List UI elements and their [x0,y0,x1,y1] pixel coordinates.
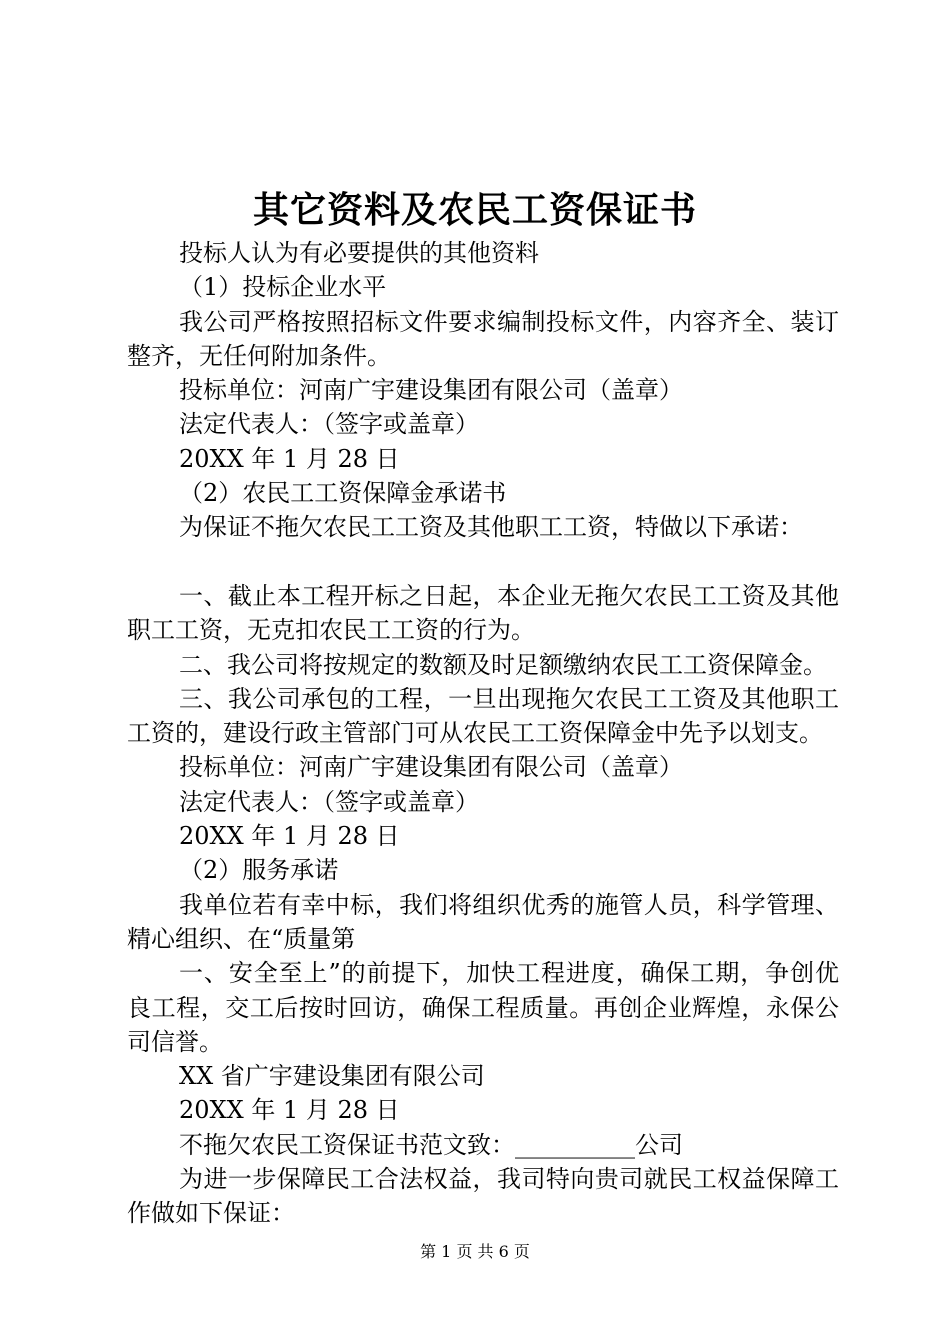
paragraph: 投标单位：河南广宇建设集团有限公司（盖章） [179,376,683,405]
paragraph: 法定代表人：（签字或盖章） [179,410,479,439]
paragraph: 法定代表人：（签字或盖章） [179,787,479,816]
paragraph: 为保证不拖欠农民工工资及其他职工工资，特做以下承诺： [179,513,803,542]
paragraph: 二、我公司将按规定的数额及时足额缴纳农民工工资保障金。 [179,650,827,679]
blank-paragraph [127,545,839,579]
paragraph: （2）农民工工资保障金承诺书 [179,479,507,508]
paragraph: 20XX 年 1 月 28 日 [179,822,400,851]
recipient-blank: __________ [515,1130,635,1159]
paragraph: 投标单位：河南广宇建设集团有限公司（盖章） [179,753,683,782]
paragraph: 20XX 年 1 月 28 日 [179,1096,400,1125]
document-body [127,236,839,1231]
paragraph: 一、截止本工程开标之日起，本企业无拖欠农民工工资及其他职工工资，无克扣农民工工资的行为。 [127,581,839,645]
document-title: 其它资料及农民工资保证书 [252,189,697,231]
recipient-suffix: 公司 [635,1130,683,1159]
paragraph: 三、我公司承包的工程，一旦出现拖欠农民工工资及其他职工工资的，建设行政主管部门可从农民工工资保障金中先予以划支。 [127,684,839,748]
paragraph: XX 省广宇建设集团有限公司 [179,1062,485,1091]
paragraph: （1）投标企业水平 [179,273,387,302]
paragraph: 一、安全至上”的前提下，加快工程进度，确保工期，争创优良工程，交工后按时回访，确保工程质量。再创企业辉煌，永保公司信誉。 [127,959,839,1056]
recipient-prefix: 不拖欠农民工资保证书范文致： [179,1130,515,1159]
paragraph: 投标人认为有必要提供的其他资料 [179,239,539,267]
paragraph: （2）服务承诺 [179,856,339,885]
paragraph: 我单位若有幸中标，我们将组织优秀的施管人员，科学管理、精心组织、在“质量第 [127,890,839,953]
paragraph: 我公司严格按照招标文件要求编制投标文件，内容齐全、装订整齐，无任何附加条件。 [127,307,839,370]
paragraph: 为进一步保障民工合法权益，我司特向贵司就民工权益保障工作做如下保证： [127,1165,839,1228]
page-footer: 第 1 页 共 6 页 [420,1242,530,1261]
recipient-line [127,1128,839,1162]
paragraph: 20XX 年 1 月 28 日 [179,444,400,473]
